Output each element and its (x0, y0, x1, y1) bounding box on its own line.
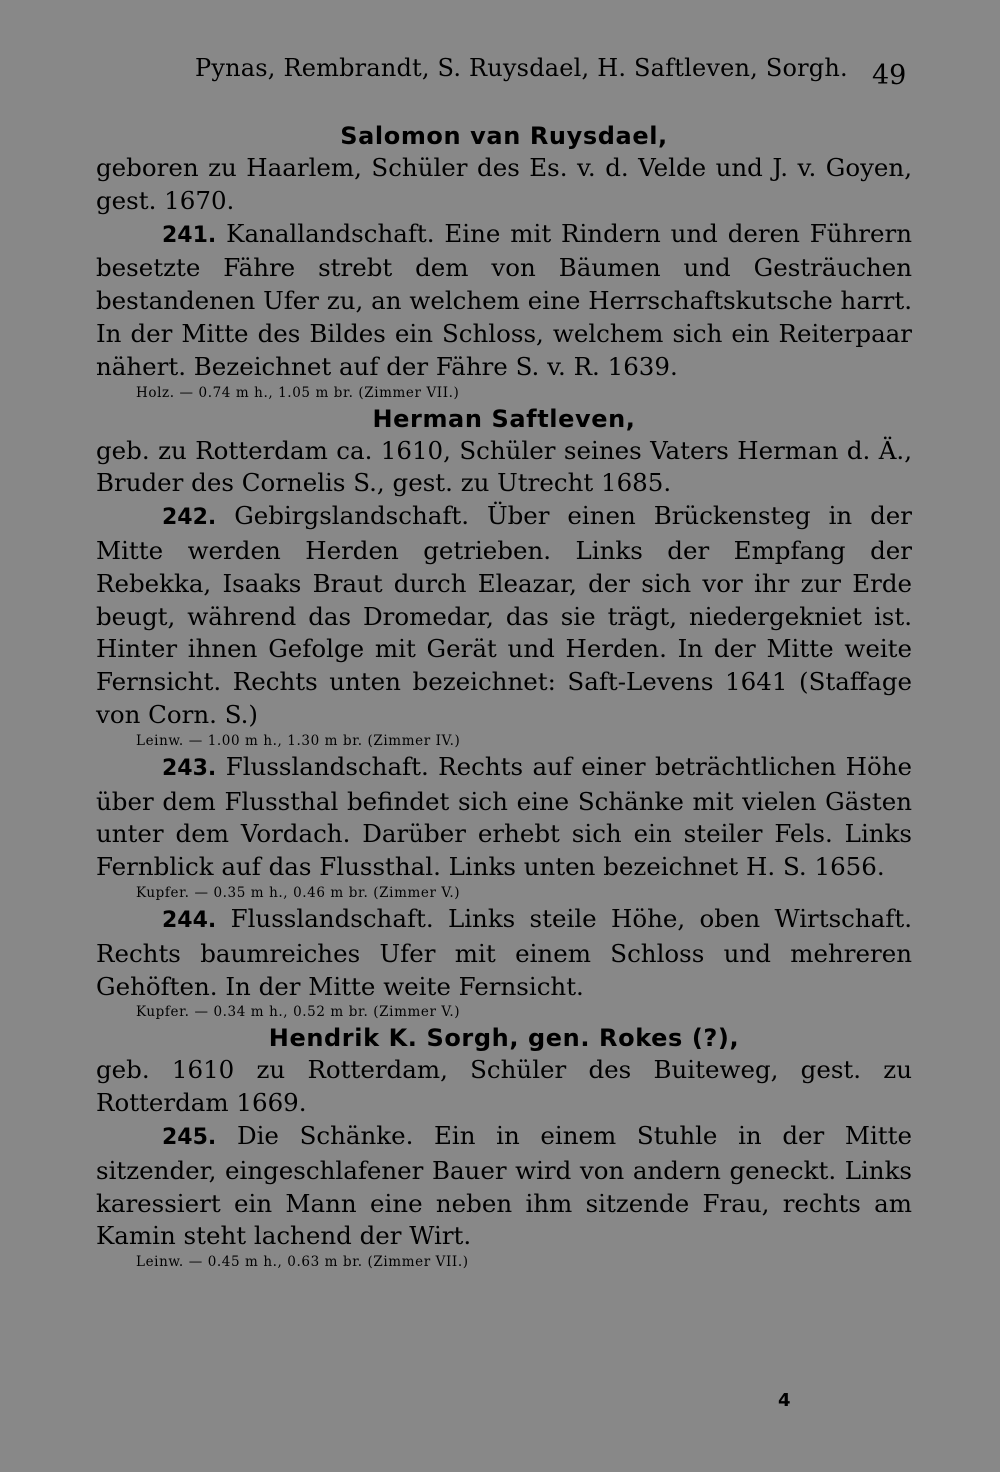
artist-heading: Herman Saftleven, (372, 404, 636, 433)
page-number: 49 (872, 60, 907, 91)
artist-bio: geboren zu Haarlem, Schüler des Es. v. d. Velde und J. v. Goyen, gest. 1670. (96, 153, 912, 215)
entry-text: Kanallandschaft. Eine mit Rindern und deren Führern besetzte Fähre strebt dem von Bäumen und Gesträuchen bestandenen Ufer zu, an welchem eine Herrschaftskutsche harrt. In der Mitte des Bildes ein Schloss, welchem sich ein Reiterpaar nähert. Bezeichnet auf der Fähre S. v. R. 1639. (96, 218, 912, 381)
artist-bio: geb. 1610 zu Rotterdam, Schüler des Buiteweg, gest. zu Rotterdam 1669. (96, 1055, 912, 1118)
artist-heading: Hendrik K. Sorgh, gen. Rokes (?), (268, 1024, 740, 1053)
artist-heading: Salomon van Ruysdael, (340, 122, 668, 150)
catalogue-entry (96, 903, 912, 1003)
catalogue-entry (96, 751, 912, 884)
entry-number: 244. (162, 907, 217, 933)
catalogue-entry (96, 1120, 912, 1253)
running-head: Pynas, Rembrandt, S. Ruysdael, H. Saftleven, Sorgh. (195, 54, 848, 82)
entry-number: 241. (162, 222, 217, 248)
entry-meta: Leinw. — 1.00 m h., 1.30 m br. (Zimmer IV.) (136, 732, 461, 749)
catalogue-text (96, 120, 912, 1272)
entry-number: 242. (162, 505, 217, 531)
entry-number: 243. (162, 755, 217, 781)
entry-meta: Holz. — 0.74 m h., 1.05 m br. (Zimmer VII.) (136, 384, 460, 401)
entry-text: Die Schänke. Ein in einem Stuhle in der Mitte sitzender, eingeschlafener Bauer wird von andern geneckt. Links karessiert ein Mann eine neben ihm sitzende Frau, rechts am Kamin steht lachend der Wirt. (96, 1120, 912, 1251)
entry-text: Flusslandschaft. Links steile Höhe, oben Wirtschaft. Rechts baumreiches Ufer mit einem Schloss und mehreren Gehöften. In der Mitte weite Fernsicht. (96, 903, 912, 1001)
entry-number: 245. (162, 1124, 217, 1150)
signature-mark: 4 (778, 1390, 791, 1411)
entry-text: Flusslandschaft. Rechts auf einer beträchtlichen Höhe über dem Flussthal befindet sich eine Schänke mit vielen Gästen unter dem Vordach. Darüber erhebt sich ein steiler Fels. Links Fernblick auf das Flussthal. Links unten bezeichnet H. S. 1656. (96, 751, 912, 882)
catalogue-entry (96, 500, 912, 732)
artist-bio: geb. zu Rotterdam ca. 1610, Schüler seines Vaters Herman d. Ä., Bruder des Cornelis S., gest. zu Utrecht 1685. (96, 435, 912, 498)
entry-text: Gebirgslandschaft. Über einen Brückensteg in der Mitte werden Herden getrieben. Links der Empfang der Rebekka, Isaaks Braut durch Eleazar, der sich vor ihr zur Erde beugt, während das Dromedar, das sie trägt, niedergekniet ist. Hinter ihnen Gefolge mit Gerät und Herden. In der Mitte weite Fernsicht. Rechts unten bezeichnet: Saft-Levens 1641 (Staffage von Corn. S.) (96, 501, 912, 729)
entry-meta: Kupfer. — 0.35 m h., 0.46 m br. (Zimmer V.) (136, 884, 461, 901)
entry-meta: Kupfer. — 0.34 m h., 0.52 m br. (Zimmer V.) (136, 1004, 461, 1021)
catalogue-entry (96, 218, 912, 384)
entry-meta: Leinw. — 0.45 m h., 0.63 m br. (Zimmer VII.) (136, 1254, 469, 1271)
